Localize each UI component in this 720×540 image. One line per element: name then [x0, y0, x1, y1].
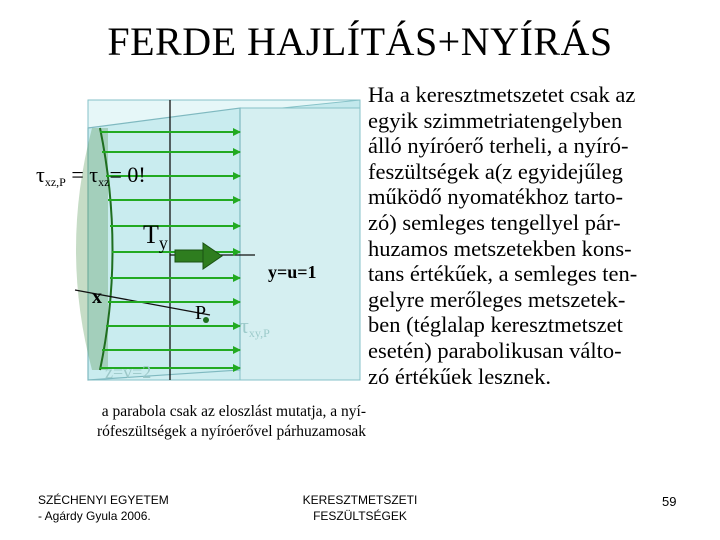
footer-topic-line2: FESZÜLTSÉGEK [313, 509, 407, 523]
tau-equation [36, 162, 146, 190]
tau-symbol: τ [36, 162, 45, 187]
body-line: zó) semleges tengellyel pár- [368, 209, 621, 235]
body-paragraph [368, 82, 713, 389]
force-label [143, 220, 168, 254]
body-line: gelyre merőleges metszetek- [368, 286, 626, 312]
footer-topic-line1: KERESZTMETSZETI [302, 493, 418, 507]
tau-p-subscript: xy,P [248, 326, 270, 340]
shear-diagram [0, 80, 370, 400]
tau-p-label [240, 313, 270, 341]
parabola-note [4, 402, 366, 442]
page-title: FERDE HAJLÍTÁS+NYÍRÁS [107, 19, 613, 64]
body-line: Ha a keresztmetszetet csak az [368, 82, 636, 107]
body-line: működő nyomatékhoz tarto- [368, 184, 623, 210]
body-line: feszültségek a(z egyidejűleg [368, 158, 623, 184]
body-line: zó értékűek lesznek. [368, 363, 552, 389]
footer-author [38, 492, 169, 524]
z-axis-label: z=v=2 [105, 362, 152, 382]
force-letter: T [143, 220, 159, 249]
x-axis-label: x [92, 286, 102, 308]
footer-author-year: - Agárdy Gyula 2006. [38, 509, 151, 523]
body-line: tans értékűek, a semleges ten- [368, 261, 638, 287]
body-line: álló nyíróerő terheli, a nyíró- [368, 133, 629, 159]
body-line: huzamos metszetekben kons- [368, 235, 632, 261]
footer-topic [260, 492, 460, 524]
zero-value: = 0! [109, 162, 146, 187]
note-line: rófeszültségek a nyíróerővel párhuzamosak [97, 423, 366, 440]
footer-university: SZÉCHENYI EGYETEM [38, 493, 169, 507]
y-axis-label: y=u=1 [268, 262, 317, 282]
page-number: 59 [662, 494, 677, 509]
tau-subscript-2: xz [98, 175, 110, 189]
body-line: esetén) parabolikusan válto- [368, 337, 622, 363]
tau-p-symbol: τ [240, 313, 249, 338]
tau-symbol-2: τ [89, 162, 99, 187]
tau-subscript: xz,P [44, 175, 66, 189]
force-subscript: y [158, 233, 168, 253]
diagram-svg [0, 80, 370, 400]
body-line: egyik szimmetriatengelyben [368, 107, 623, 133]
point-p-label: P [195, 302, 207, 324]
equals-sign: = [65, 162, 90, 187]
body-line: ben (téglalap keresztmetszet [368, 312, 623, 338]
note-line: a parabola csak az eloszlást mutatja, a nyí- [101, 403, 366, 420]
